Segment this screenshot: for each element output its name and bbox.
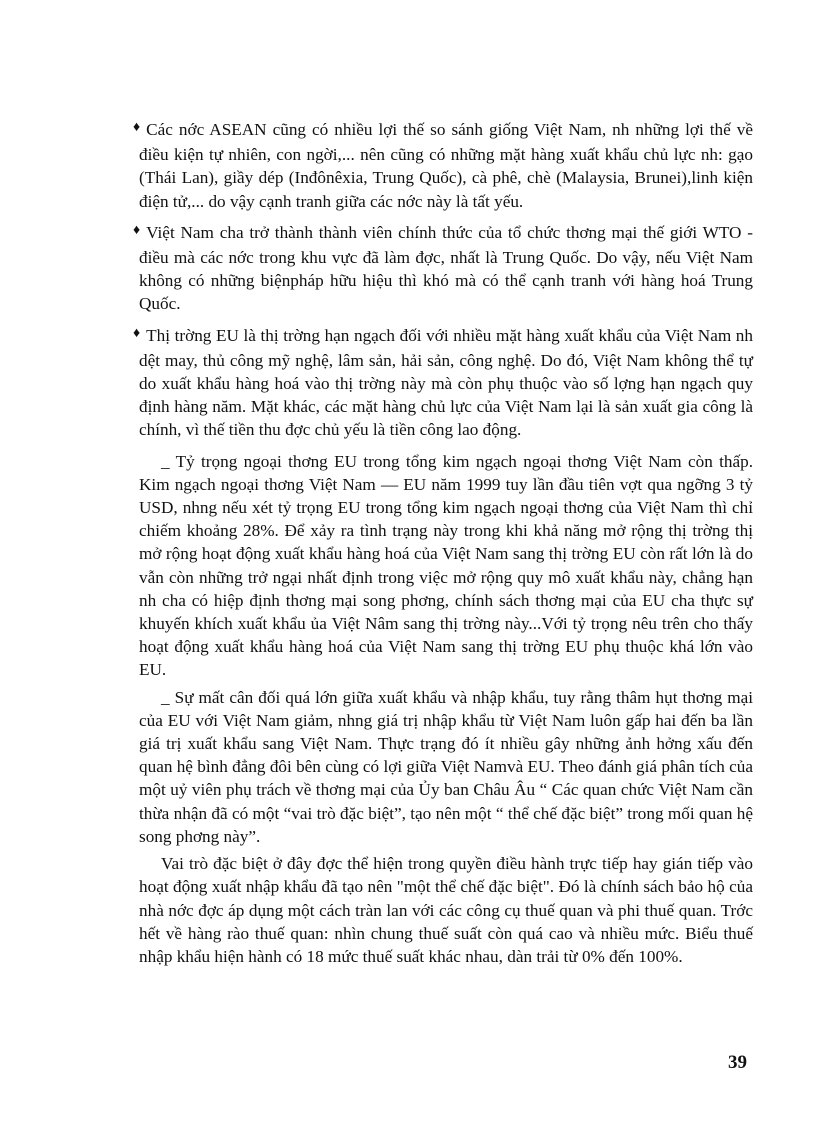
bullet-text-3: Thị trờng EU là thị trờng hạn ngạch đối với nhiều mặt hàng xuất khẩu của Việt Nam nh dệt may, thủ công mỹ nghệ, lâm sản, hải sản, công nghệ. Do đó, Việt Nam không thể tự do xuất khẩu hàng hoá vào thị trờng này mà còn phụ thuộc vào số lợng hạn ngạch quy định hàng năm. Mặt khác, các mặt hàng chủ lực của Việt Nam lại là sản xuất gia công là chính, vì thế tiền thu đợc chủ yếu là tiền công lao động.	[139, 325, 753, 440]
bullet-paragraph-1	[133, 118, 753, 213]
body-text	[133, 118, 753, 972]
bullet-text-1: Các nớc ASEAN cũng có nhiều lợi thế so sánh giống Việt Nam, nh những lợi thế về điều kiện tự nhiên, con ngời,... nên cũng có những mặt hàng xuất khẩu chủ lực nh: gạo (Thái Lan), giầy dép (Inđônêxia, Trung Quốc), cà phê, chè (Malaysia, Brunei),linh kiện điện tử,... do vậy cạnh tranh giữa các nớc này là tất yếu.	[139, 120, 753, 211]
bullet-paragraph-2	[133, 221, 753, 316]
paragraph-trade-share: _ Tỷ trọng ngoại thơng EU trong tổng kim ngạch ngoại thơng Việt Nam còn thấp. Kim ngạch ngoại thơng Việt Nam — EU năm 1999 tuy lần đầu tiên vợt qua ngỡng 3 tỷ USD, nhng nếu xét tỷ trọng EU trong tổng kim ngạch ngoại thơng của Việt Nam thì chỉ chiếm khoảng 28%. Để xảy ra tình trạng này trong khi khả năng mở rộng thị trờng thị mở rộng hoạt động xuất khẩu hàng hoá của Việt Nam sang thị trờng EU còn rất lớn là do vẫn còn những trở ngại nhất định trong việc mở rộng quy mô xuất khẩu này, chẳng hạn nh cha có hiệp định thơng mại song phơng, chính sách thơng mại của EU cha thực sự khuyến khích xuất khẩu ủa Việt Nâm sang thị trờng này...Với tỷ trọng nêu trên cho thấy hoạt động xuất khẩu hàng hoá của Việt Nam sang thị trờng EU phụ thuộc khá lớn vào EU.	[139, 451, 753, 680]
page-number: 39	[728, 1052, 747, 1073]
bullet-paragraph-3	[133, 324, 753, 442]
diamond-bullet-icon: ♦	[133, 120, 141, 135]
bullet-text-2: Việt Nam cha trở thành thành viên chính thức của tổ chức thơng mại thế giới WTO - điều mà các nớc trong khu vực đã làm đợc, nhất là Trung Quốc. Do vậy, nếu Việt Nam không có những biệnpháp hữu hiệu thì khó mà có thể cạnh tranh với hàng hoá Trung Quốc.	[139, 222, 753, 314]
diamond-bullet-icon: ♦	[133, 222, 141, 238]
paragraph-trade-imbalance: _ Sự mất cân đối quá lớn giữa xuất khẩu và nhập khẩu, tuy rằng thâm hụt thơng mại của EU với Việt Nam giảm, nhng giá trị nhập khẩu từ Việt Nam luôn gấp hai đến ba lần giá trị xuất khẩu sang Việt Nam. Thực trạng đó ít nhiều gây những ảnh hởng xấu đến quan hệ bình đẳng đôi bên cùng có lợi giữa Việt Namvà EU. Theo đánh giá phân tích của một uỷ viên phụ trách về thơng mại của Ủy ban Châu Âu “ Các quan chức Việt Nam cần thừa nhận đã có một “vai trò đặc biệt”, tạo nên một “ thể chế đặc biệt” trong mối quan hệ song phơng này”.	[139, 687, 753, 846]
paragraph-special-role: Vai trò đặc biệt ở đây đợc thể hiện trong quyền điều hành trực tiếp hay gián tiếp vào hoạt động xuất nhập khẩu đã tạo nên "một thể chế đặc biệt". Đó là chính sách bảo hộ của nhà nớc đợc áp dụng một cách tràn lan với các công cụ thuế quan và phi thuế quan. Trớc hết về hàng rào thuế quan: nhìn chung thuế suất còn quá cao và nhiều mức. Biểu thuế nhập khẩu hiện hành có 18 mức thuế suất khác nhau, dàn trải từ 0% đến 100%.	[139, 854, 753, 966]
diamond-bullet-icon: ♦	[133, 325, 141, 341]
